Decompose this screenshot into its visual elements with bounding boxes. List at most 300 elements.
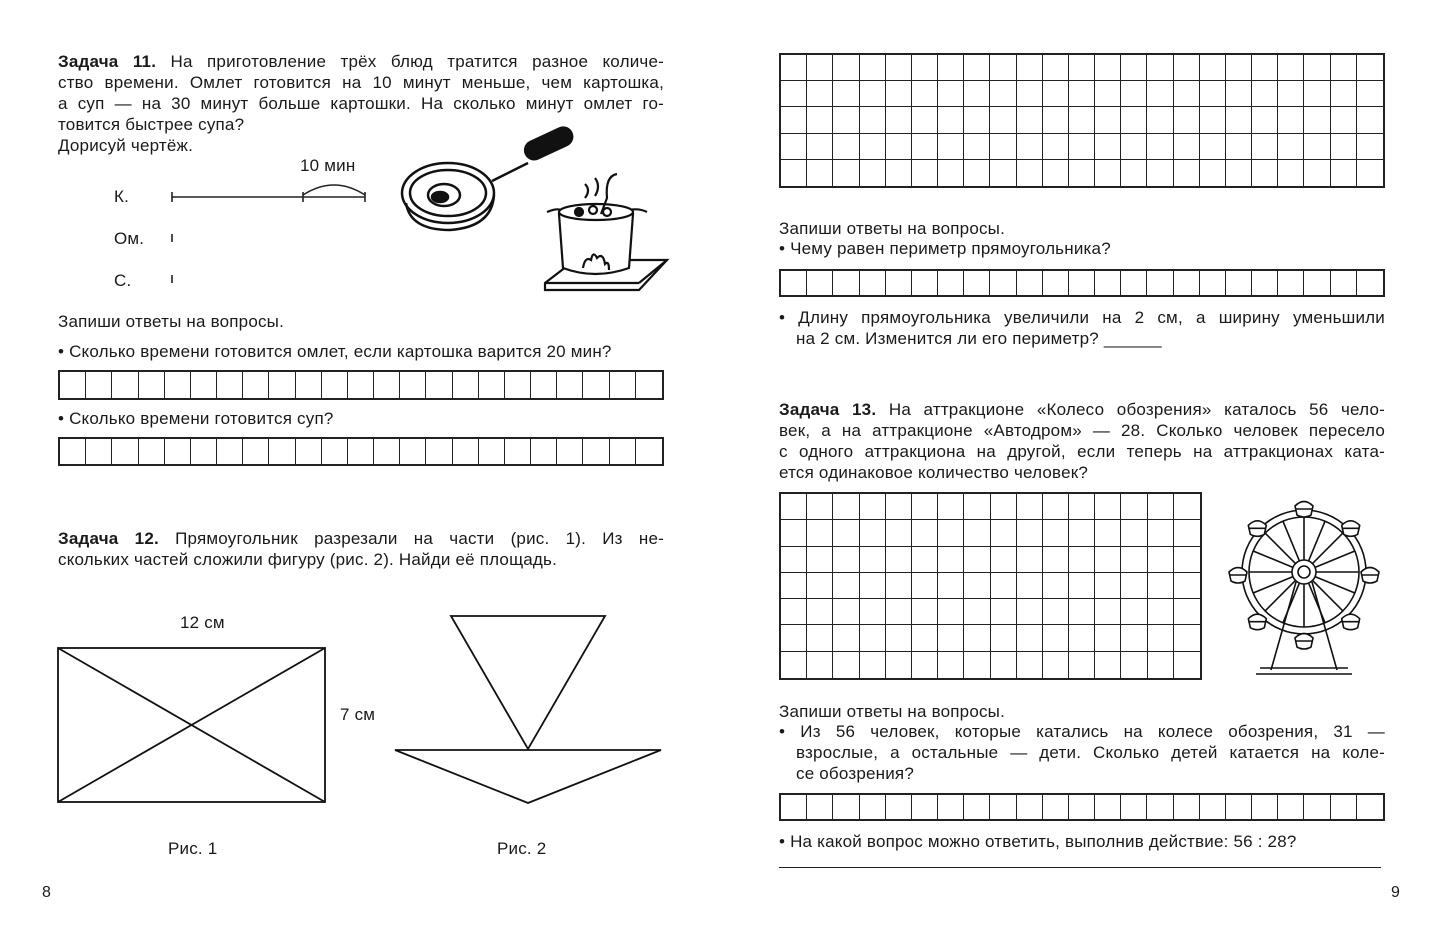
grid-cell[interactable]: [1304, 795, 1330, 819]
grid-cell[interactable]: [1095, 547, 1121, 573]
grid-cell[interactable]: [1304, 81, 1330, 107]
grid-cell[interactable]: [505, 439, 531, 464]
grid-cell[interactable]: [807, 55, 833, 81]
grid-cell[interactable]: [833, 599, 859, 625]
grid-cell[interactable]: [860, 271, 886, 295]
grid-cell[interactable]: [1043, 547, 1069, 573]
grid-cell[interactable]: [636, 372, 662, 398]
grid-cell[interactable]: [1200, 134, 1226, 160]
grid-cell[interactable]: [1147, 134, 1173, 160]
grid-cell[interactable]: [964, 81, 990, 107]
grid-cell[interactable]: [1174, 547, 1200, 573]
grid-cell[interactable]: [860, 547, 886, 573]
grid-cell[interactable]: [781, 573, 807, 599]
grid-cell[interactable]: [505, 372, 531, 398]
grid-cell[interactable]: [1252, 795, 1278, 819]
grid-cell[interactable]: [938, 55, 964, 81]
grid-cell[interactable]: [964, 520, 990, 546]
grid-cell[interactable]: [990, 55, 1016, 81]
grid-cell[interactable]: [1043, 81, 1069, 107]
grid-cell[interactable]: [1252, 271, 1278, 295]
grid-cell[interactable]: [1148, 573, 1174, 599]
grid-cell[interactable]: [833, 625, 859, 651]
grid-cell[interactable]: [1069, 520, 1095, 546]
grid-cell[interactable]: [860, 573, 886, 599]
grid-cell[interactable]: [1252, 160, 1278, 186]
grid-cell[interactable]: [833, 494, 859, 520]
work-grid[interactable]: [779, 53, 1385, 188]
grid-cell[interactable]: [807, 795, 833, 819]
grid-cell[interactable]: [1043, 795, 1069, 819]
grid-cell[interactable]: [1304, 107, 1330, 133]
grid-cell[interactable]: [296, 439, 322, 464]
grid-cell[interactable]: [60, 372, 86, 398]
grid-cell[interactable]: [964, 625, 990, 651]
grid-cell[interactable]: [1200, 55, 1226, 81]
grid-cell[interactable]: [964, 573, 990, 599]
grid-cell[interactable]: [912, 494, 938, 520]
grid-cell[interactable]: [1095, 652, 1121, 678]
grid-cell[interactable]: [165, 372, 191, 398]
grid-cell[interactable]: [1069, 795, 1095, 819]
grid-cell[interactable]: [1069, 599, 1095, 625]
grid-cell[interactable]: [1252, 107, 1278, 133]
grid-cell[interactable]: [1357, 107, 1383, 133]
grid-cell[interactable]: [991, 494, 1017, 520]
grid-cell[interactable]: [1043, 652, 1069, 678]
grid-cell[interactable]: [453, 372, 479, 398]
grid-cell[interactable]: [886, 547, 912, 573]
grid-cell[interactable]: [938, 160, 964, 186]
grid-cell[interactable]: [1174, 81, 1200, 107]
grid-cell[interactable]: [1200, 107, 1226, 133]
grid-cell[interactable]: [964, 599, 990, 625]
grid-cell[interactable]: [1095, 55, 1121, 81]
grid-cell[interactable]: [807, 160, 833, 186]
grid-cell[interactable]: [833, 55, 859, 81]
grid-cell[interactable]: [886, 271, 912, 295]
grid-cell[interactable]: [912, 271, 938, 295]
grid-cell[interactable]: [1121, 160, 1147, 186]
grid-cell[interactable]: [1357, 81, 1383, 107]
grid-cell[interactable]: [243, 372, 269, 398]
grid-cell[interactable]: [374, 439, 400, 464]
grid-cell[interactable]: [781, 107, 807, 133]
grid-cell[interactable]: [1147, 81, 1173, 107]
grid-cell[interactable]: [296, 372, 322, 398]
grid-cell[interactable]: [912, 652, 938, 678]
grid-cell[interactable]: [1095, 271, 1121, 295]
grid-cell[interactable]: [1278, 81, 1304, 107]
grid-cell[interactable]: [1121, 599, 1147, 625]
grid-cell[interactable]: [886, 520, 912, 546]
grid-cell[interactable]: [781, 494, 807, 520]
grid-cell[interactable]: [1121, 494, 1147, 520]
grid-cell[interactable]: [1304, 134, 1330, 160]
grid-cell[interactable]: [781, 795, 807, 819]
grid-cell[interactable]: [860, 795, 886, 819]
grid-cell[interactable]: [807, 134, 833, 160]
grid-cell[interactable]: [964, 547, 990, 573]
grid-cell[interactable]: [1069, 271, 1095, 295]
grid-cell[interactable]: [1017, 599, 1043, 625]
grid-cell[interactable]: [991, 625, 1017, 651]
grid-cell[interactable]: [1095, 81, 1121, 107]
grid-cell[interactable]: [1278, 160, 1304, 186]
grid-cell[interactable]: [938, 134, 964, 160]
grid-cell[interactable]: [833, 160, 859, 186]
grid-cell[interactable]: [781, 160, 807, 186]
grid-cell[interactable]: [139, 372, 165, 398]
grid-cell[interactable]: [991, 652, 1017, 678]
grid-cell[interactable]: [938, 271, 964, 295]
grid-cell[interactable]: [348, 439, 374, 464]
grid-cell[interactable]: [833, 573, 859, 599]
grid-cell[interactable]: [1069, 547, 1095, 573]
grid-cell[interactable]: [912, 625, 938, 651]
grid-cell[interactable]: [990, 81, 1016, 107]
grid-cell[interactable]: [86, 439, 112, 464]
grid-cell[interactable]: [636, 439, 662, 464]
grid-cell[interactable]: [833, 520, 859, 546]
grid-cell[interactable]: [781, 81, 807, 107]
grid-cell[interactable]: [1095, 107, 1121, 133]
grid-cell[interactable]: [964, 652, 990, 678]
grid-cell[interactable]: [964, 494, 990, 520]
grid-cell[interactable]: [833, 107, 859, 133]
grid-cell[interactable]: [453, 439, 479, 464]
grid-cell[interactable]: [1278, 271, 1304, 295]
grid-cell[interactable]: [781, 599, 807, 625]
grid-cell[interactable]: [1147, 55, 1173, 81]
grid-cell[interactable]: [1069, 134, 1095, 160]
grid-cell[interactable]: [807, 652, 833, 678]
grid-cell[interactable]: [479, 439, 505, 464]
grid-cell[interactable]: [964, 160, 990, 186]
grid-cell[interactable]: [1043, 107, 1069, 133]
grid-cell[interactable]: [991, 573, 1017, 599]
grid-cell[interactable]: [1121, 520, 1147, 546]
grid-cell[interactable]: [990, 160, 1016, 186]
grid-cell[interactable]: [1357, 55, 1383, 81]
grid-cell[interactable]: [1017, 134, 1043, 160]
grid-cell[interactable]: [1200, 271, 1226, 295]
grid-cell[interactable]: [1069, 573, 1095, 599]
grid-cell[interactable]: [912, 795, 938, 819]
grid-cell[interactable]: [1278, 134, 1304, 160]
grid-cell[interactable]: [886, 625, 912, 651]
grid-cell[interactable]: [833, 271, 859, 295]
grid-cell[interactable]: [938, 625, 964, 651]
grid-cell[interactable]: [860, 160, 886, 186]
grid-cell[interactable]: [1148, 520, 1174, 546]
grid-cell[interactable]: [610, 372, 636, 398]
grid-cell[interactable]: [912, 55, 938, 81]
grid-cell[interactable]: [1252, 134, 1278, 160]
grid-cell[interactable]: [1043, 55, 1069, 81]
grid-cell[interactable]: [912, 160, 938, 186]
grid-cell[interactable]: [938, 494, 964, 520]
grid-cell[interactable]: [807, 520, 833, 546]
grid-cell[interactable]: [1017, 55, 1043, 81]
grid-cell[interactable]: [807, 494, 833, 520]
grid-cell[interactable]: [1174, 271, 1200, 295]
grid-cell[interactable]: [886, 81, 912, 107]
answer-grid[interactable]: [58, 437, 664, 466]
grid-cell[interactable]: [1017, 652, 1043, 678]
grid-cell[interactable]: [912, 573, 938, 599]
grid-cell[interactable]: [1095, 599, 1121, 625]
grid-cell[interactable]: [938, 107, 964, 133]
grid-cell[interactable]: [781, 652, 807, 678]
grid-cell[interactable]: [1174, 55, 1200, 81]
grid-cell[interactable]: [912, 520, 938, 546]
grid-cell[interactable]: [1043, 520, 1069, 546]
grid-cell[interactable]: [1121, 134, 1147, 160]
grid-cell[interactable]: [1017, 520, 1043, 546]
grid-cell[interactable]: [860, 55, 886, 81]
grid-cell[interactable]: [886, 573, 912, 599]
grid-cell[interactable]: [886, 494, 912, 520]
grid-cell[interactable]: [1069, 107, 1095, 133]
grid-cell[interactable]: [60, 439, 86, 464]
grid-cell[interactable]: [860, 520, 886, 546]
grid-cell[interactable]: [1017, 81, 1043, 107]
grid-cell[interactable]: [583, 372, 609, 398]
grid-cell[interactable]: [807, 271, 833, 295]
grid-cell[interactable]: [1226, 160, 1252, 186]
grid-cell[interactable]: [912, 107, 938, 133]
grid-cell[interactable]: [1226, 81, 1252, 107]
grid-cell[interactable]: [833, 795, 859, 819]
grid-cell[interactable]: [112, 372, 138, 398]
grid-cell[interactable]: [269, 439, 295, 464]
grid-cell[interactable]: [807, 547, 833, 573]
grid-cell[interactable]: [1331, 795, 1357, 819]
grid-cell[interactable]: [781, 271, 807, 295]
grid-cell[interactable]: [1147, 160, 1173, 186]
grid-cell[interactable]: [583, 439, 609, 464]
grid-cell[interactable]: [1121, 795, 1147, 819]
grid-cell[interactable]: [1174, 160, 1200, 186]
grid-cell[interactable]: [1069, 652, 1095, 678]
grid-cell[interactable]: [1043, 160, 1069, 186]
grid-cell[interactable]: [1095, 795, 1121, 819]
grid-cell[interactable]: [1331, 55, 1357, 81]
grid-cell[interactable]: [1017, 494, 1043, 520]
grid-cell[interactable]: [886, 795, 912, 819]
grid-cell[interactable]: [1121, 625, 1147, 651]
grid-cell[interactable]: [912, 599, 938, 625]
grid-cell[interactable]: [1331, 271, 1357, 295]
answer-grid[interactable]: [779, 269, 1385, 297]
grid-cell[interactable]: [1278, 795, 1304, 819]
grid-cell[interactable]: [1043, 271, 1069, 295]
grid-cell[interactable]: [1069, 55, 1095, 81]
grid-cell[interactable]: [322, 372, 348, 398]
grid-cell[interactable]: [807, 625, 833, 651]
grid-cell[interactable]: [1121, 55, 1147, 81]
grid-cell[interactable]: [990, 134, 1016, 160]
grid-cell[interactable]: [912, 134, 938, 160]
grid-cell[interactable]: [531, 372, 557, 398]
grid-cell[interactable]: [86, 372, 112, 398]
grid-cell[interactable]: [1147, 271, 1173, 295]
grid-cell[interactable]: [964, 134, 990, 160]
grid-cell[interactable]: [1121, 107, 1147, 133]
grid-cell[interactable]: [860, 599, 886, 625]
grid-cell[interactable]: [1174, 134, 1200, 160]
grid-cell[interactable]: [1148, 547, 1174, 573]
grid-cell[interactable]: [1226, 795, 1252, 819]
grid-cell[interactable]: [348, 372, 374, 398]
grid-cell[interactable]: [374, 372, 400, 398]
grid-cell[interactable]: [112, 439, 138, 464]
grid-cell[interactable]: [1331, 107, 1357, 133]
grid-cell[interactable]: [1147, 107, 1173, 133]
answer-line[interactable]: [779, 867, 1381, 868]
grid-cell[interactable]: [938, 795, 964, 819]
grid-cell[interactable]: [1069, 81, 1095, 107]
grid-cell[interactable]: [1043, 573, 1069, 599]
grid-cell[interactable]: [938, 81, 964, 107]
grid-cell[interactable]: [610, 439, 636, 464]
grid-cell[interactable]: [807, 599, 833, 625]
grid-cell[interactable]: [1252, 55, 1278, 81]
grid-cell[interactable]: [964, 55, 990, 81]
grid-cell[interactable]: [781, 134, 807, 160]
grid-cell[interactable]: [938, 652, 964, 678]
grid-cell[interactable]: [807, 107, 833, 133]
grid-cell[interactable]: [1226, 271, 1252, 295]
grid-cell[interactable]: [860, 625, 886, 651]
grid-cell[interactable]: [1017, 625, 1043, 651]
grid-cell[interactable]: [1043, 599, 1069, 625]
grid-cell[interactable]: [1069, 494, 1095, 520]
grid-cell[interactable]: [860, 81, 886, 107]
grid-cell[interactable]: [400, 439, 426, 464]
grid-cell[interactable]: [886, 55, 912, 81]
answer-grid[interactable]: [58, 370, 664, 400]
grid-cell[interactable]: [557, 439, 583, 464]
grid-cell[interactable]: [1304, 271, 1330, 295]
grid-cell[interactable]: [1121, 573, 1147, 599]
grid-cell[interactable]: [400, 372, 426, 398]
grid-cell[interactable]: [1147, 795, 1173, 819]
grid-cell[interactable]: [1357, 271, 1383, 295]
grid-cell[interactable]: [886, 134, 912, 160]
grid-cell[interactable]: [557, 372, 583, 398]
grid-cell[interactable]: [1017, 795, 1043, 819]
grid-cell[interactable]: [217, 372, 243, 398]
grid-cell[interactable]: [1174, 795, 1200, 819]
segment-diagram[interactable]: [160, 170, 380, 290]
grid-cell[interactable]: [1174, 652, 1200, 678]
grid-cell[interactable]: [243, 439, 269, 464]
answer-grid[interactable]: [779, 793, 1385, 821]
grid-cell[interactable]: [991, 520, 1017, 546]
grid-cell[interactable]: [833, 81, 859, 107]
grid-cell[interactable]: [217, 439, 243, 464]
work-grid[interactable]: [779, 492, 1202, 680]
grid-cell[interactable]: [886, 107, 912, 133]
grid-cell[interactable]: [860, 652, 886, 678]
grid-cell[interactable]: [1174, 494, 1200, 520]
grid-cell[interactable]: [1148, 494, 1174, 520]
grid-cell[interactable]: [426, 372, 452, 398]
grid-cell[interactable]: [1174, 599, 1200, 625]
grid-cell[interactable]: [1174, 573, 1200, 599]
grid-cell[interactable]: [426, 439, 452, 464]
grid-cell[interactable]: [1095, 494, 1121, 520]
grid-cell[interactable]: [886, 160, 912, 186]
grid-cell[interactable]: [1304, 55, 1330, 81]
grid-cell[interactable]: [1278, 55, 1304, 81]
grid-cell[interactable]: [860, 494, 886, 520]
grid-cell[interactable]: [1043, 494, 1069, 520]
grid-cell[interactable]: [964, 107, 990, 133]
grid-cell[interactable]: [165, 439, 191, 464]
grid-cell[interactable]: [1148, 599, 1174, 625]
grid-cell[interactable]: [1331, 160, 1357, 186]
grid-cell[interactable]: [1226, 107, 1252, 133]
grid-cell[interactable]: [1174, 520, 1200, 546]
grid-cell[interactable]: [912, 547, 938, 573]
grid-cell[interactable]: [912, 81, 938, 107]
grid-cell[interactable]: [860, 134, 886, 160]
grid-cell[interactable]: [1331, 81, 1357, 107]
grid-cell[interactable]: [1252, 81, 1278, 107]
grid-cell[interactable]: [1357, 795, 1383, 819]
grid-cell[interactable]: [964, 795, 990, 819]
grid-cell[interactable]: [1095, 520, 1121, 546]
grid-cell[interactable]: [938, 599, 964, 625]
grid-cell[interactable]: [833, 652, 859, 678]
grid-cell[interactable]: [1017, 547, 1043, 573]
grid-cell[interactable]: [990, 795, 1016, 819]
grid-cell[interactable]: [1121, 652, 1147, 678]
grid-cell[interactable]: [1304, 160, 1330, 186]
grid-cell[interactable]: [1043, 134, 1069, 160]
grid-cell[interactable]: [781, 55, 807, 81]
grid-cell[interactable]: [1017, 107, 1043, 133]
grid-cell[interactable]: [1017, 573, 1043, 599]
grid-cell[interactable]: [964, 271, 990, 295]
grid-cell[interactable]: [1278, 107, 1304, 133]
grid-cell[interactable]: [860, 107, 886, 133]
grid-cell[interactable]: [1069, 160, 1095, 186]
grid-cell[interactable]: [1148, 625, 1174, 651]
grid-cell[interactable]: [479, 372, 505, 398]
grid-cell[interactable]: [1095, 160, 1121, 186]
grid-cell[interactable]: [269, 372, 295, 398]
grid-cell[interactable]: [990, 271, 1016, 295]
grid-cell[interactable]: [1043, 625, 1069, 651]
grid-cell[interactable]: [886, 652, 912, 678]
grid-cell[interactable]: [1226, 134, 1252, 160]
grid-cell[interactable]: [781, 625, 807, 651]
grid-cell[interactable]: [1095, 625, 1121, 651]
grid-cell[interactable]: [833, 134, 859, 160]
grid-cell[interactable]: [1357, 134, 1383, 160]
grid-cell[interactable]: [531, 439, 557, 464]
grid-cell[interactable]: [1200, 160, 1226, 186]
grid-cell[interactable]: [781, 547, 807, 573]
grid-cell[interactable]: [938, 573, 964, 599]
grid-cell[interactable]: [1226, 55, 1252, 81]
grid-cell[interactable]: [1174, 107, 1200, 133]
grid-cell[interactable]: [191, 372, 217, 398]
